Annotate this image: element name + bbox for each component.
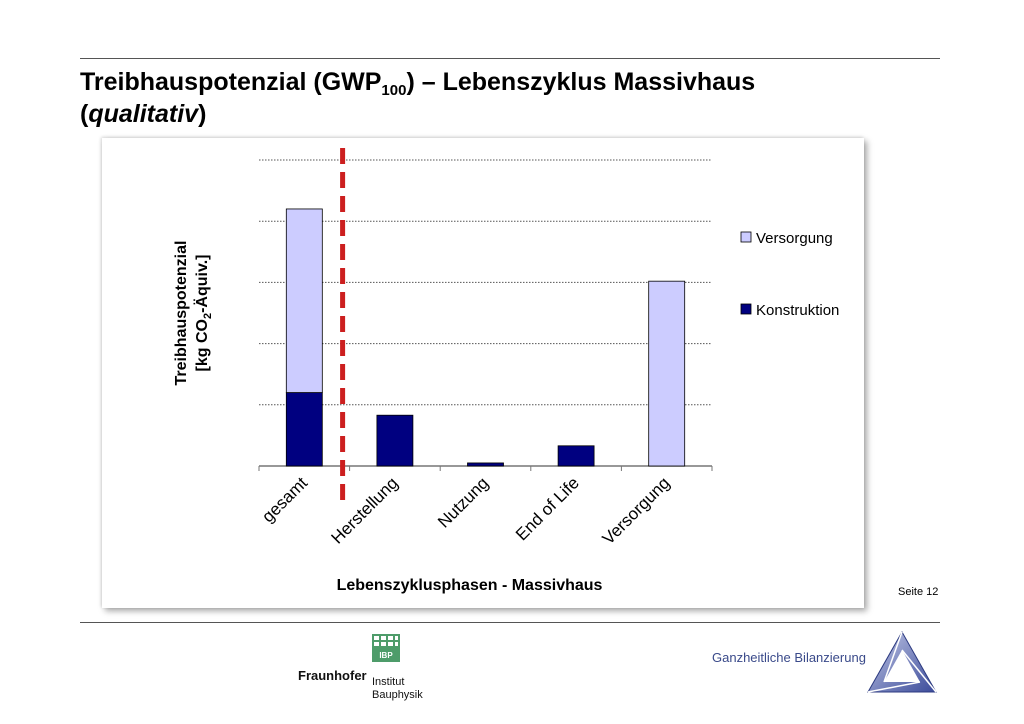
bar-konstruktion-1	[377, 415, 413, 466]
y-axis-title-subscript: 2	[202, 312, 214, 320]
footer-tagline: Ganzheitliche Bilanzierung	[712, 650, 866, 665]
institute-line2: Bauphysik	[372, 689, 423, 701]
y-axis-title-line2	[193, 255, 214, 372]
ibp-mark: IBP	[379, 651, 393, 660]
impossible-triangle-logo-icon	[866, 630, 938, 694]
x-tick-label-1: Herstellung	[327, 473, 402, 548]
top-rule	[80, 58, 940, 59]
bar-chart	[102, 138, 864, 608]
x-tick-label-2: Nutzung	[434, 473, 493, 532]
x-tick-label-0: gesamt	[258, 473, 312, 527]
title-paren-open: (	[80, 100, 89, 128]
title-paren-close: )	[198, 100, 207, 128]
title-rest: ) – Lebenszyklus Massivhaus	[406, 68, 756, 96]
y-axis-title-unit-post: -Äquiv.]	[194, 254, 211, 313]
ibp-logo-icon	[372, 634, 400, 662]
legend-label-konstruktion: Konstruktion	[756, 302, 840, 319]
y-axis-title-unit-pre: [kg CO	[194, 319, 211, 372]
legend-label-versorgung: Versorgung	[756, 230, 833, 247]
title-subscript: 100	[381, 82, 407, 99]
title-italic: qualitativ	[88, 100, 199, 128]
bar-konstruktion-3	[558, 446, 594, 466]
fraunhofer-wordmark: Fraunhofer	[298, 668, 367, 683]
bottom-rule	[80, 622, 940, 623]
slide-title	[80, 66, 940, 130]
chart-frame	[102, 138, 864, 608]
y-axis-title-line1: Treibhauspotenzial	[173, 240, 190, 386]
legend-swatch-konstruktion	[741, 304, 751, 314]
bar-versorgung-0	[286, 209, 322, 393]
legend-swatch-versorgung	[741, 232, 751, 242]
y-axis-title	[173, 241, 214, 386]
bar-konstruktion-0	[286, 393, 322, 466]
institute-line1: Institut	[372, 676, 405, 688]
page-number: Seite 12	[898, 586, 939, 598]
title-main: Treibhauspotenzial (GWP	[80, 68, 382, 96]
bar-versorgung-4	[649, 281, 685, 466]
bar-konstruktion-2	[468, 463, 504, 466]
x-tick-label-3: End of Life	[512, 473, 583, 545]
x-axis-title: Lebenszyklusphasen - Massivhaus	[336, 577, 603, 594]
x-tick-label-4: Versorgung	[598, 473, 674, 549]
